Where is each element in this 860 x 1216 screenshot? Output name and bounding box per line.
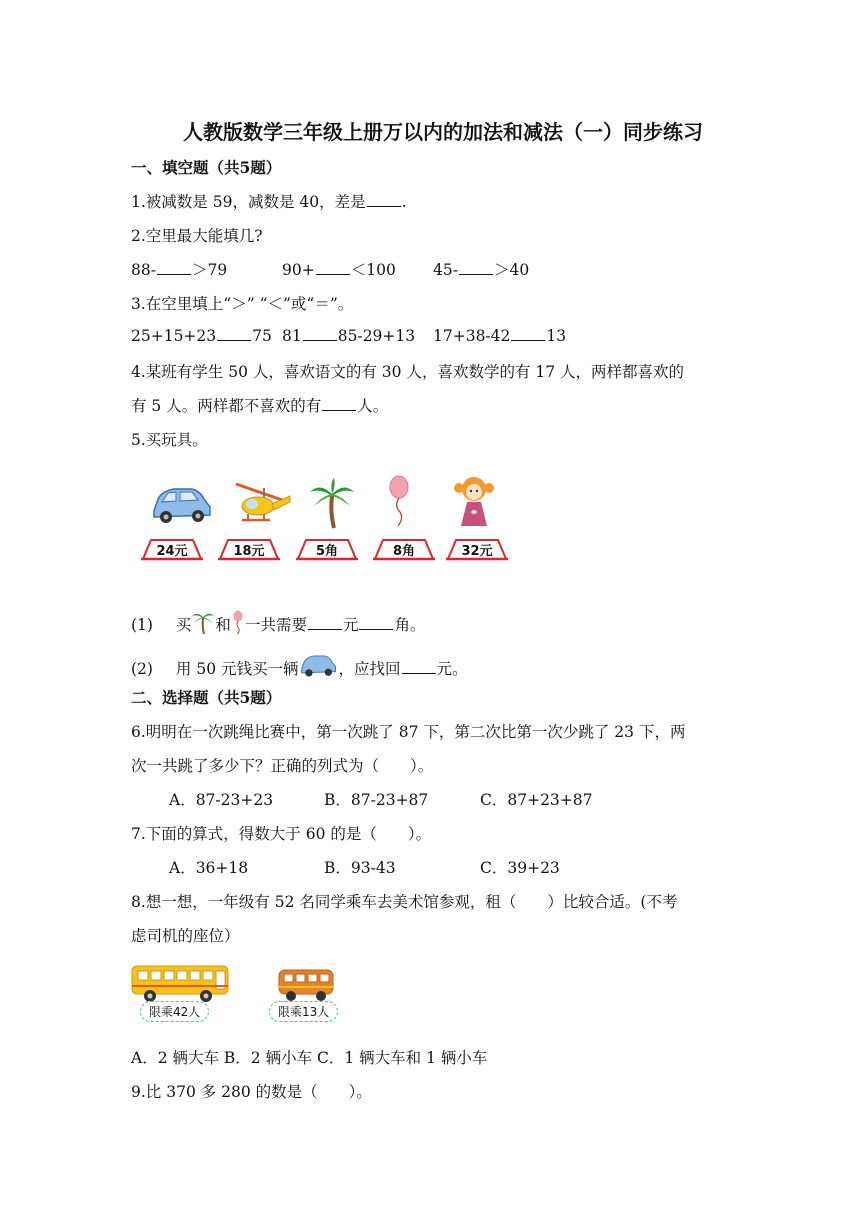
q5-sub-2: (2) 用 50 元钱买一辆 ，应找回 元。 bbox=[131, 652, 468, 679]
price-tag bbox=[373, 537, 435, 561]
question-8-line-2: 虑司机的座位） bbox=[131, 927, 240, 945]
q3-item-1: 25+15+23 75 bbox=[131, 327, 272, 345]
car-icon bbox=[148, 483, 214, 525]
question-1 bbox=[131, 190, 407, 212]
q8-options[interactable]: A．2 辆大车 B．2 辆小车 C．1 辆大车和 1 辆小车 bbox=[131, 1049, 488, 1067]
answer-blank[interactable] bbox=[459, 260, 493, 275]
question-2: 2.空里最大能填几? bbox=[131, 227, 263, 245]
q6-option-b[interactable]: B．87-23+87 bbox=[324, 791, 429, 809]
question-9: 9.比 370 多 280 的数是（ ）。 bbox=[131, 1083, 372, 1101]
q6-option-a[interactable]: A．87-23+23 bbox=[169, 791, 274, 809]
answer-blank[interactable] bbox=[402, 659, 436, 674]
small-bus-icon bbox=[276, 966, 336, 1004]
question-3: 3.在空里填上“＞” “＜”或“＝”。 bbox=[131, 295, 354, 313]
q3-item-2: 81 85-29+13 bbox=[282, 327, 416, 345]
price-tag bbox=[296, 537, 358, 561]
answer-blank[interactable] bbox=[157, 260, 191, 275]
big-bus-capacity: 限乘42人 bbox=[140, 1001, 209, 1022]
answer-blank[interactable] bbox=[316, 260, 350, 275]
q2-item-3: 45- ＞40 bbox=[433, 261, 530, 279]
answer-blank[interactable] bbox=[217, 326, 251, 341]
question-1-end: . bbox=[401, 193, 407, 211]
q2-item-2: 90+ ＜100 bbox=[282, 261, 396, 279]
question-6-line-2: 次一共跳了多少下？正确的列式为（ ）。 bbox=[131, 757, 434, 775]
price-tag bbox=[141, 537, 203, 561]
question-6-line-1: 6.明明在一次跳绳比赛中，第一次跳了 87 下，第二次比第一次少跳了 23 下，两 bbox=[131, 723, 686, 741]
small-bus-capacity: 限乘13人 bbox=[269, 1001, 338, 1022]
question-4-line-2: 有 5 人。两样都不喜欢的有 人。 bbox=[131, 397, 389, 415]
balloon-icon bbox=[231, 608, 245, 638]
answer-blank[interactable] bbox=[367, 192, 401, 207]
q7-option-c[interactable]: C．39+23 bbox=[480, 859, 560, 877]
question-5: 5.买玩具。 bbox=[131, 431, 208, 449]
price-label: 8角 bbox=[392, 544, 416, 559]
answer-blank[interactable] bbox=[511, 326, 545, 341]
question-8-line-1: 8.想一想，一年级有 52 名同学乘车去美术馆参观，租（ ）比较合适。(不考 bbox=[131, 893, 678, 911]
question-1-text: 1.被减数是 59，减数是 40，差是 bbox=[131, 193, 366, 211]
big-bus-icon bbox=[130, 962, 230, 1004]
answer-blank[interactable] bbox=[303, 326, 337, 341]
q2-item-1: 88- ＞79 bbox=[131, 261, 228, 279]
palm-tree-icon bbox=[308, 478, 356, 530]
balloon-icon bbox=[384, 474, 414, 530]
price-label: 5角 bbox=[315, 544, 339, 559]
section-heading-choice: 二、选择题（共5题） bbox=[131, 688, 282, 707]
palm-tree-icon bbox=[191, 608, 215, 636]
helicopter-icon bbox=[230, 476, 294, 528]
q7-option-a[interactable]: A．36+18 bbox=[169, 859, 249, 877]
q7-option-b[interactable]: B．93-43 bbox=[324, 859, 396, 877]
price-tag bbox=[446, 537, 508, 561]
price-label: 32元 bbox=[461, 544, 493, 559]
q3-item-3: 17+38-42 13 bbox=[433, 327, 567, 345]
car-icon bbox=[298, 652, 338, 678]
question-7: 7.下面的算式，得数大于 60 的是（ ）。 bbox=[131, 825, 432, 843]
answer-blank[interactable] bbox=[308, 615, 342, 630]
page-title: 人教版数学三年级上册万以内的加法和减法（一）同步练习 bbox=[183, 120, 703, 144]
answer-blank[interactable] bbox=[322, 396, 356, 411]
price-label: 24元 bbox=[156, 544, 188, 559]
doll-icon bbox=[449, 474, 499, 528]
answer-blank[interactable] bbox=[359, 615, 393, 630]
question-4-line-1: 4.某班有学生 50 人，喜欢语文的有 30 人，喜欢数学的有 17 人，两样都喜欢的 bbox=[131, 363, 685, 381]
price-tag bbox=[218, 537, 280, 561]
q6-option-c[interactable]: C．87+23+87 bbox=[480, 791, 593, 809]
price-label: 18元 bbox=[233, 544, 265, 559]
section-heading-fill-in: 一、填空题（共5题） bbox=[131, 158, 282, 177]
q5-sub-1: (1) 买 和 一共需要 元 角。 bbox=[131, 608, 425, 638]
